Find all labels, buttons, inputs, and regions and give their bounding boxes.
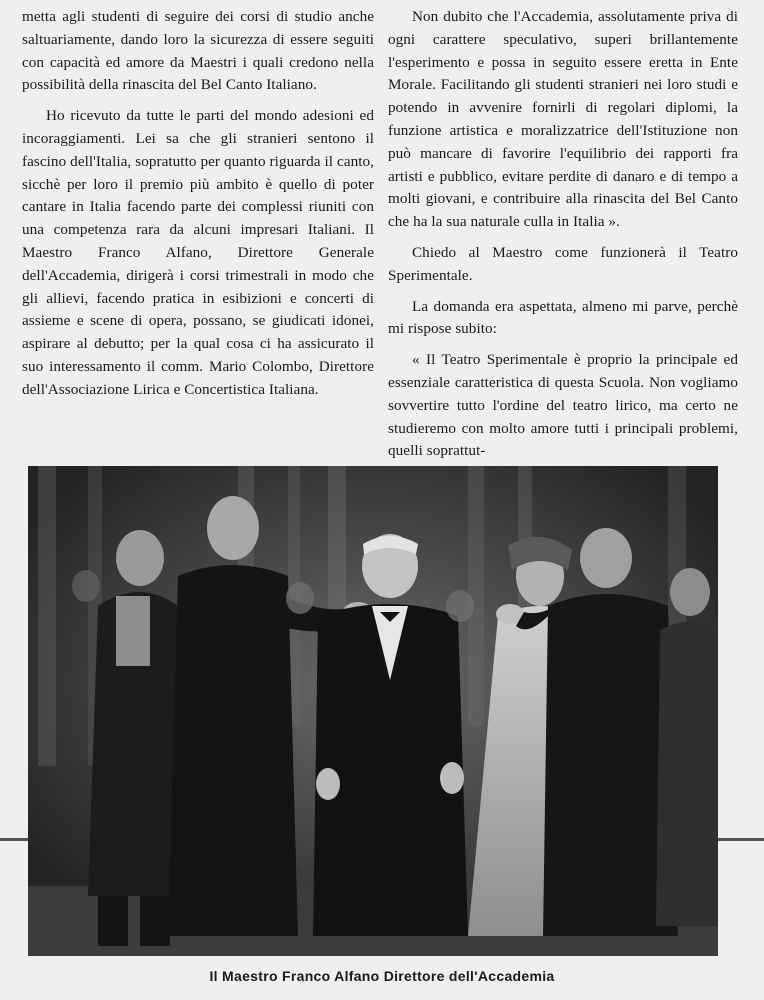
paragraph: Chiedo al Maestro come funzionerà il Teatro Sperimentale. — [388, 243, 738, 284]
paragraph: metta agli studenti di seguire dei corsi di studio anche saltuariamente, dando loro la sicurezza di essere seguiti con capacità ed amore da Maestri i quali credono nella possibilità della rinascita del Bel Canto Italiano. — [22, 8, 374, 94]
paragraph: La domanda era aspettata, almeno mi parve, perchè mi rispose subito: — [388, 297, 738, 338]
right-text-column — [388, 6, 738, 471]
page-rule-left — [0, 838, 28, 841]
paragraph: Non dubito che l'Accademia, assolutamente priva di ogni carattere speculativo, superi brillantemente l'esperimento e possa in seguito essere eretta in Ente Morale. Facilitando gli studenti stranieri nei loro studi e potendo in avvenire fornirli di regolari diplomi, la funzione artistica e moralizzatrice dell'Istituzione non può mancare di favorire l'equilibrio dei rapporti fra artisti e pubblico, evitare perdite di danaro e di tempo a molti giovani, e contribuire alla rinascita del Bel Canto che ha la sua naturale culla in Italia ». — [388, 8, 738, 231]
paragraph: « Il Teatro Sperimentale è proprio la principale ed essenziale caratteristica di questa Scuola. Non vogliamo sovvertire tutto l'ordine del teatro lirico, ma certo ne studieremo con molto amore tutti i principali problemi, quelli soprattut- — [388, 351, 738, 460]
page-rule-right — [718, 838, 764, 841]
stage-photograph — [28, 466, 718, 956]
left-text-column — [22, 6, 374, 410]
paragraph: Ho ricevuto da tutte le parti del mondo adesioni ed incoraggiamenti. Lei sa che gli stranieri sentono il fascino dell'Italia, sopratutto per quanto riguarda il canto, sicchè per loro il premio più ambito è quello di poter cantare in Italia facendo parte dei complessi riuniti con una competenza rara da alcuni impresari Italiani. Il Maestro Franco Alfano, Direttore Generale dell'Accademia, dirigerà i corsi trimestrali in modo che gli allievi, facendo pratica in esibizioni e concerti di assieme e scene di opera, possano, se giudicati idonei, aspirare al debutto; per la qual cosa ci ha assicurato il suo interessamento il comm. Mario Colombo, Direttore dell'Associazione Lirica e Concertistica Italiana. — [22, 107, 374, 398]
photo-caption: Il Maestro Franco Alfano Direttore dell'Accademia — [209, 968, 555, 984]
